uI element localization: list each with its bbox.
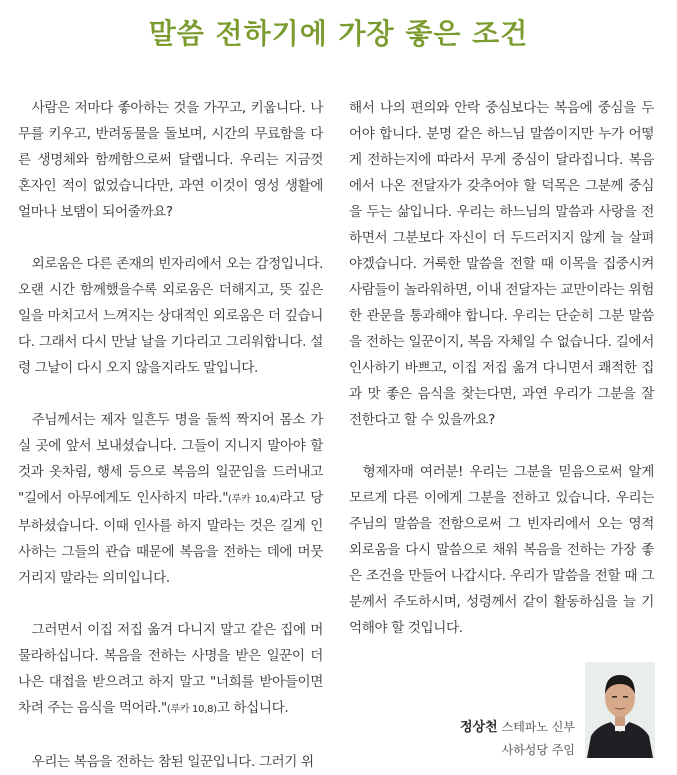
paragraph: 외로움은 다른 존재의 빈자리에서 오는 감정입니다. 오랜 시간 함께했을수록 외로움은 더해지고, 뜻 깊은 일을 마치고서 느껴지는 상대적인 외로움은 더 깊습니다. 그래서 다시 만날 날을 기다리고 그리워합니다. 설령 그날이 다시 오지 않을지라도 말입니다. <box>18 256 323 376</box>
paragraph: 우리는 복음을 전하는 참된 일꾼입니다. 그러기 위 <box>31 754 314 770</box>
right-column <box>349 95 654 641</box>
paragraph: 사람은 저마다 좋아하는 것을 가꾸고, 키웁니다. 나무를 키우고, 반려동물을 돌보며, 시간의 무료함을 다른 생명체와 함께함으로써 달랩니다. 우리는 지금껏 혼자인 적이 없었습니다만, 과연 이것이 영성 생활에 얼마나 보탬이 되어줄까요? <box>18 100 323 220</box>
bible-reference: (루카 10,4) <box>228 494 280 505</box>
bible-reference: (루카 10,8) <box>166 704 217 715</box>
author-photo <box>585 662 655 758</box>
article-title: 말씀 전하기에 가장 좋은 조건 <box>148 17 529 50</box>
priest-portrait-icon <box>585 662 655 758</box>
paragraph: 그러면서 이집 저집 옮겨 다니지 말고 같은 집에 머물라하십니다. 복음을 전하는 사명을 받은 일꾼이 더 나은 대접을 받으려고 하지 말고 "너희를 받아들이면 차려 주는 음식을 먹어라."(루카 10,8)고 하십니다. <box>18 622 323 716</box>
paragraph: 주님께서는 제자 일흔두 명을 둘씩 짝지어 몸소 가실 곳에 앞서 보내셨습니다. 그들이 지니지 말아야 할 것과 옷차림, 행세 등으로 복음의 일꾼임을 드러내고 "길에서 아무에게도 인사하지 마라."(루카 10,4)라고 당부하셨습니다. 이때 인사를 하지 말라는 것은 길게 인사하는 그들의 관습 때문에 복음을 전하는 데에 머뭇거리지 말라는 의미입니다. <box>18 412 323 586</box>
left-column <box>18 95 323 775</box>
author-byline <box>460 716 575 761</box>
paragraph: 해서 나의 편의와 안락 중심보다는 복음에 중심을 두어야 합니다. 분명 같은 하느님 말씀이지만 누가 어떻게 전하는지에 따라서 무게 중심이 달라집니다. 복음에서 나온 전달자가 갖추어야 할 덕목은 그분께 중심을 두는 삶입니다. 우리는 하느님의 말씀과 사랑을 전하면서 그분보다 자신이 더 두드러지지 않게 늘 살펴야겠습니다. 거룩한 말씀을 전할 때 이목을 집중시켜 사람들이 놀라워하면, 이내 전달자는 교만이라는 위험한 관문을 통과해야 합니다. 우리는 단순히 그분 말씀을 전하는 일꾼이지, 복음 자체일 수 없습니다. 길에서 인사하기 바쁘고, 이집 저집 옮겨 다니면서 쾌적한 집과 맛 좋은 음식을 찾는다면, 과연 우리가 그분을 잘 전한다고 할 수 있을까요? <box>349 100 654 428</box>
paragraph: 형제자매 여러분! 우리는 그분을 믿음으로써 알게 모르게 다른 이에게 그분을 전하고 있습니다. 우리는 주님의 말씀을 전함으로써 그 빈자리에서 오는 영적 외로움을 다시 말씀으로 채워 복음을 전하는 가장 좋은 조건을 만들어 나갑시다. 우리가 말씀을 전할 때 그분께서 주도하시며, 성령께서 같이 활동하심을 늘 기억해야 할 것입니다. <box>349 464 654 636</box>
author-name: 정상천 <box>459 720 498 735</box>
author-title: 스테파노 신부 <box>501 720 575 734</box>
author-parish: 사하성당 주임 <box>501 743 575 757</box>
